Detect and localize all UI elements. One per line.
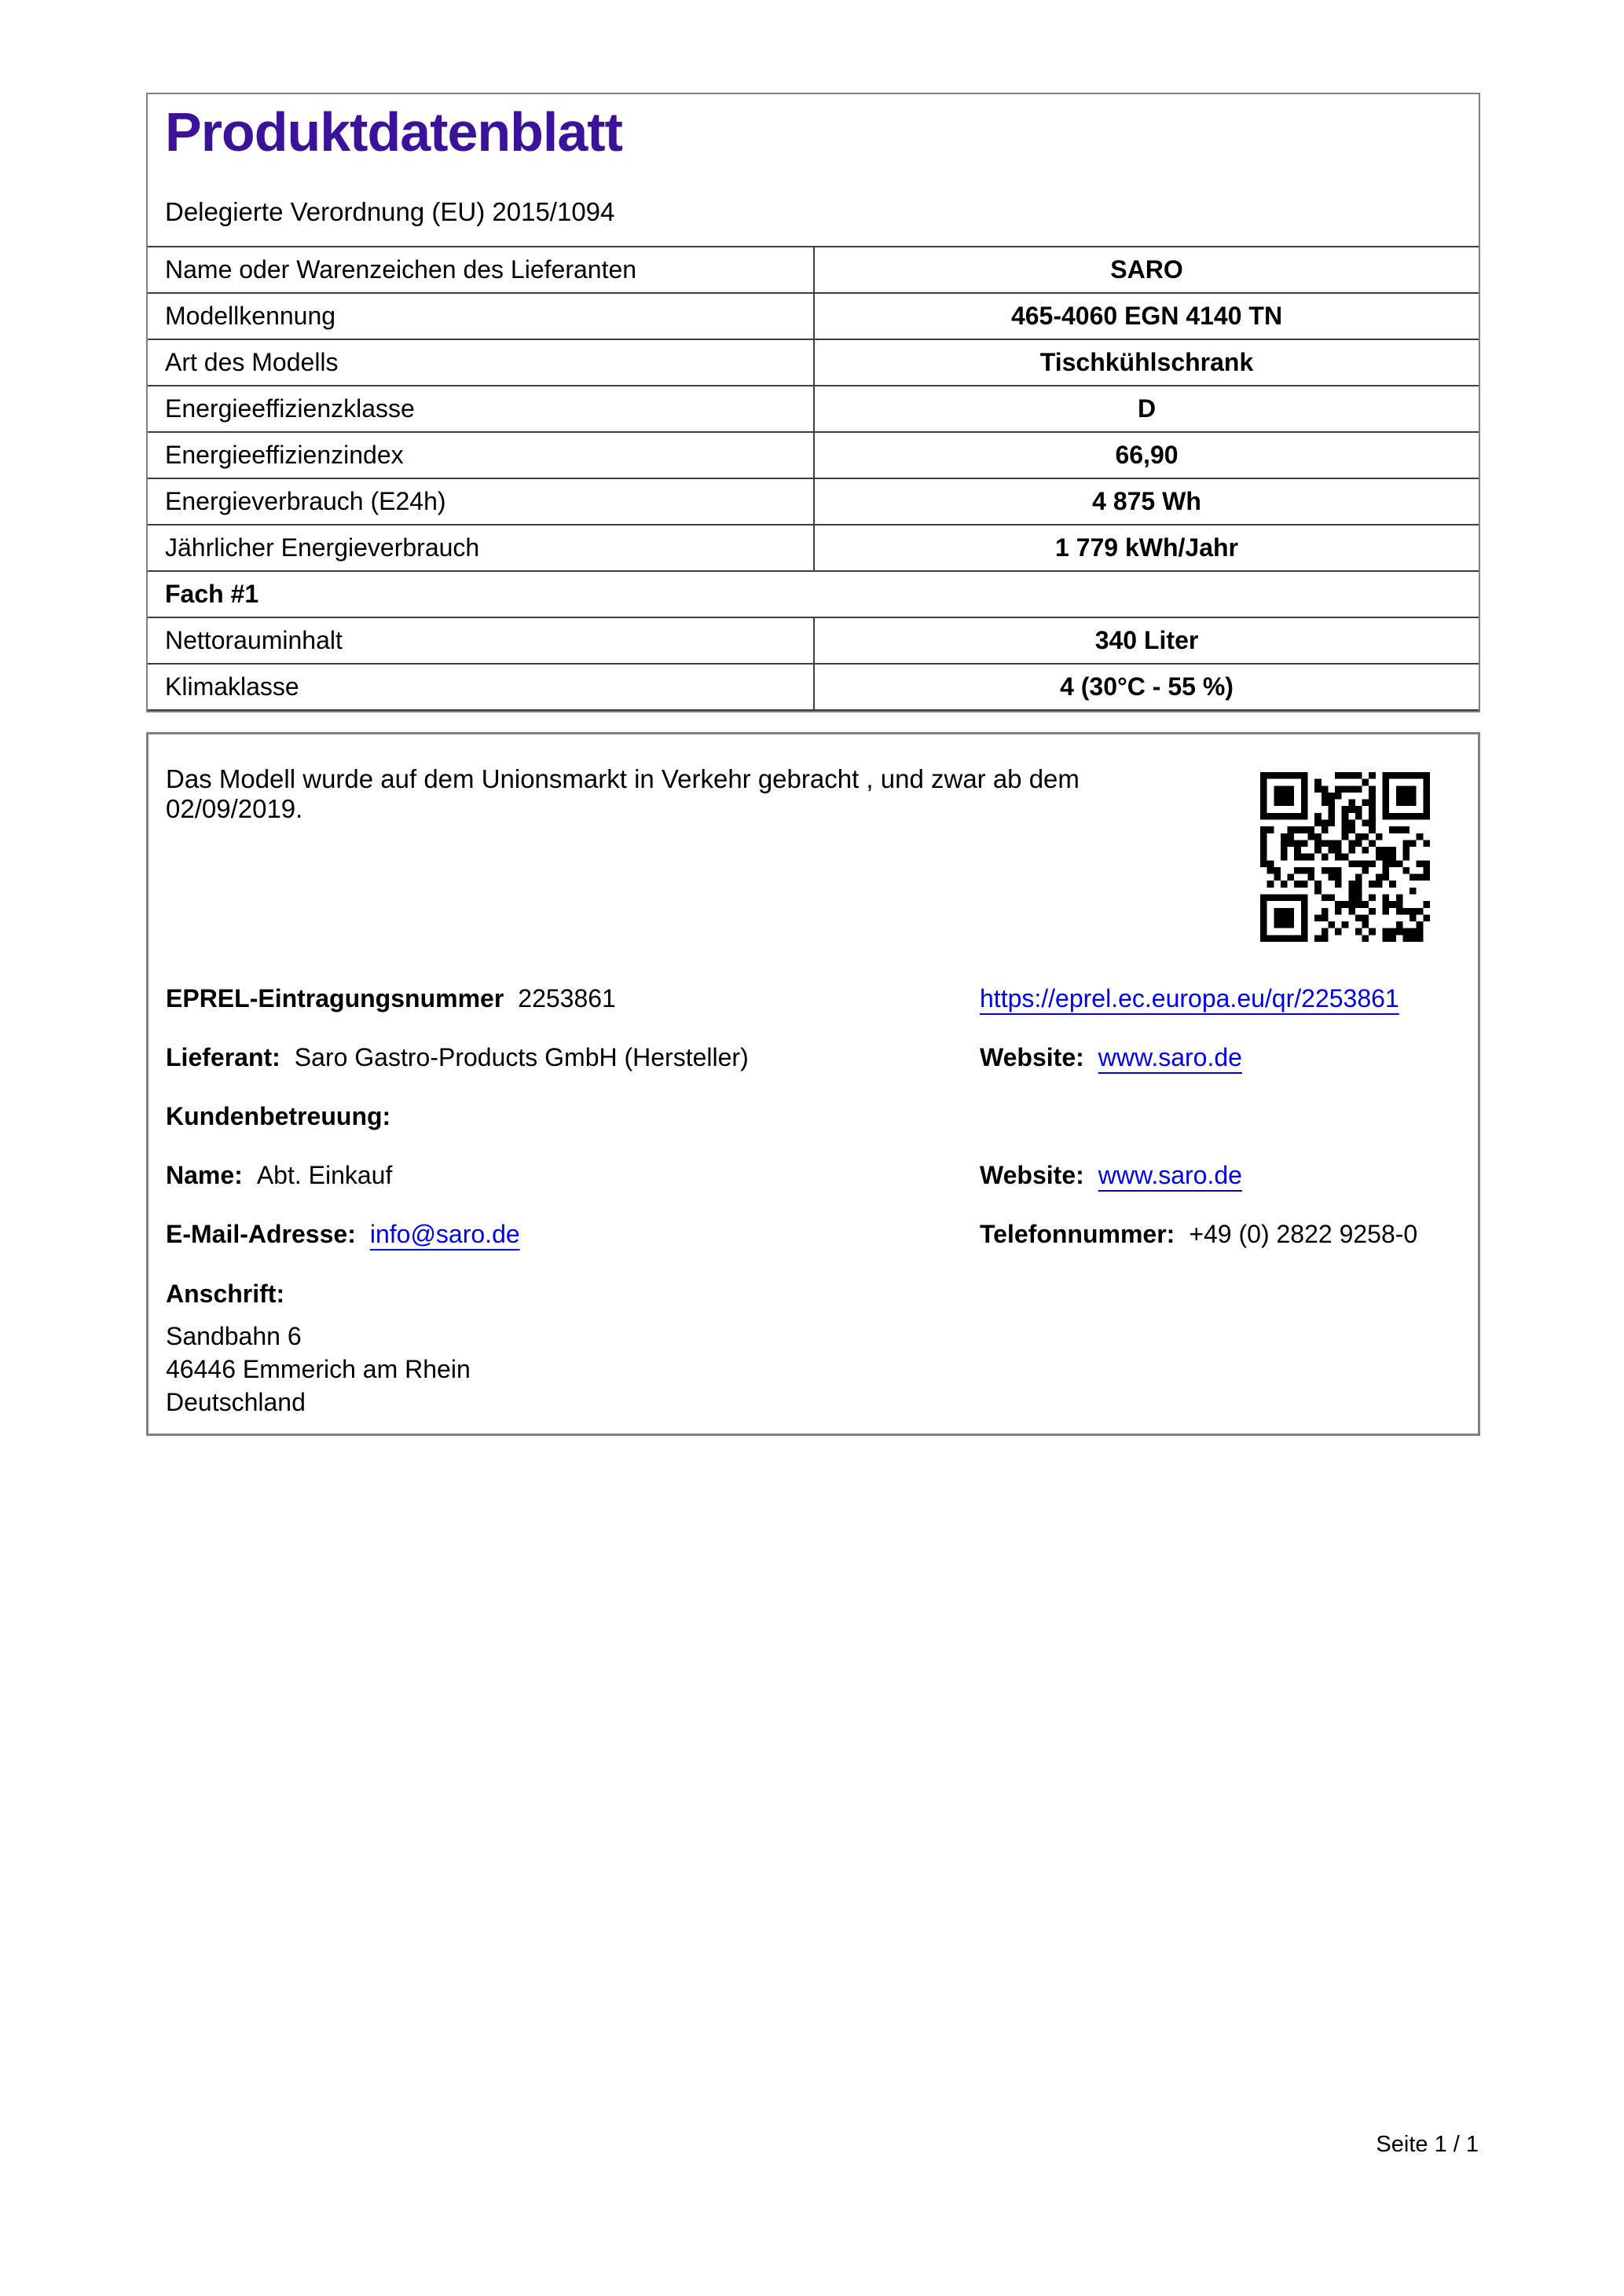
row-label: Art des Modells xyxy=(165,347,339,376)
table-row xyxy=(148,340,1479,386)
anschrift-label: Anschrift: xyxy=(166,1280,285,1308)
product-spec-table xyxy=(148,246,1479,711)
row-label: Name oder Warenzeichen des Lieferanten xyxy=(165,255,637,284)
card-header xyxy=(148,94,1479,227)
lieferant-row xyxy=(166,1043,1461,1072)
row-value: 66,90 xyxy=(813,433,1479,478)
row-value: 4 (30°C - 55 %) xyxy=(813,665,1479,709)
table-row xyxy=(148,479,1479,525)
regulation-subtitle: Delegierte Verordnung (EU) 2015/1094 xyxy=(165,196,615,226)
name-row xyxy=(166,1161,1461,1190)
contact-name-label: Name: xyxy=(166,1161,243,1189)
website-label: Website: xyxy=(980,1161,1084,1189)
lieferant-value: Saro Gastro-Products GmbH (Hersteller) xyxy=(294,1043,749,1071)
eprel-number: 2253861 xyxy=(518,984,616,1013)
table-row xyxy=(148,247,1479,294)
row-label: Jährlicher Energieverbrauch xyxy=(165,533,480,562)
row-label: Energieverbrauch (E24h) xyxy=(165,486,446,515)
spec-card xyxy=(146,93,1480,712)
address-line: Sandbahn 6 xyxy=(166,1322,302,1350)
page-title: Produktdatenblatt xyxy=(165,101,622,163)
table-row xyxy=(148,525,1479,572)
row-label: Modellkennung xyxy=(165,301,336,330)
market-placement-text: Das Modell wurde auf dem Unionsmarkt in Verkehr gebracht , und zwar ab dem 02/09/2019. xyxy=(166,764,1080,823)
table-row xyxy=(148,433,1479,479)
row-value: SARO xyxy=(813,247,1479,292)
website-link[interactable]: www.saro.de xyxy=(1098,1043,1242,1071)
anschrift-row xyxy=(166,1280,1461,1309)
website-link-2[interactable]: www.saro.de xyxy=(1098,1161,1242,1189)
table-row xyxy=(148,386,1479,433)
lieferant-label: Lieferant: xyxy=(166,1043,280,1071)
row-value: 340 Liter xyxy=(813,618,1479,663)
page-number: Seite 1 / 1 xyxy=(1376,2132,1479,2157)
row-value: Tischkühlschrank xyxy=(813,340,1479,385)
row-value: 4 875 Wh xyxy=(813,479,1479,524)
eprel-row xyxy=(166,984,1461,1013)
email-label: E-Mail-Adresse: xyxy=(166,1220,356,1248)
address-line: 46446 Emmerich am Rhein xyxy=(166,1355,471,1383)
table-row xyxy=(148,618,1479,665)
market-info-card xyxy=(146,732,1480,1436)
row-label: Klimaklasse xyxy=(165,672,299,701)
row-value: D xyxy=(813,386,1479,431)
address-line: Deutschland xyxy=(166,1388,306,1416)
email-row xyxy=(166,1220,1461,1249)
website-label: Website: xyxy=(980,1043,1084,1071)
row-label: Energieeffizienzklasse xyxy=(165,394,415,423)
kundenbetreuung-label: Kundenbetreuung: xyxy=(166,1102,391,1130)
row-value: 465-4060 EGN 4140 TN xyxy=(813,294,1479,339)
table-row xyxy=(148,294,1479,340)
row-label: Nettorauminhalt xyxy=(165,625,343,654)
row-label: Energieeffizienzindex xyxy=(165,440,404,469)
section-label: Fach #1 xyxy=(165,579,259,608)
eprel-label: EPREL-Eintragungsnummer xyxy=(166,984,504,1013)
qr-code xyxy=(1260,772,1430,942)
email-link[interactable]: info@saro.de xyxy=(369,1220,520,1248)
table-row xyxy=(148,665,1479,711)
kundenbetreuung-row xyxy=(166,1102,1461,1131)
eprel-link[interactable]: https://eprel.ec.europa.eu/qr/2253861 xyxy=(980,984,1399,1013)
telefon-value: +49 (0) 2822 9258-0 xyxy=(1189,1220,1418,1248)
row-value: 1 779 kWh/Jahr xyxy=(813,525,1479,570)
contact-name-value: Abt. Einkauf xyxy=(256,1161,393,1189)
telefon-label: Telefonnummer: xyxy=(980,1220,1175,1248)
table-section-row xyxy=(148,572,1479,618)
